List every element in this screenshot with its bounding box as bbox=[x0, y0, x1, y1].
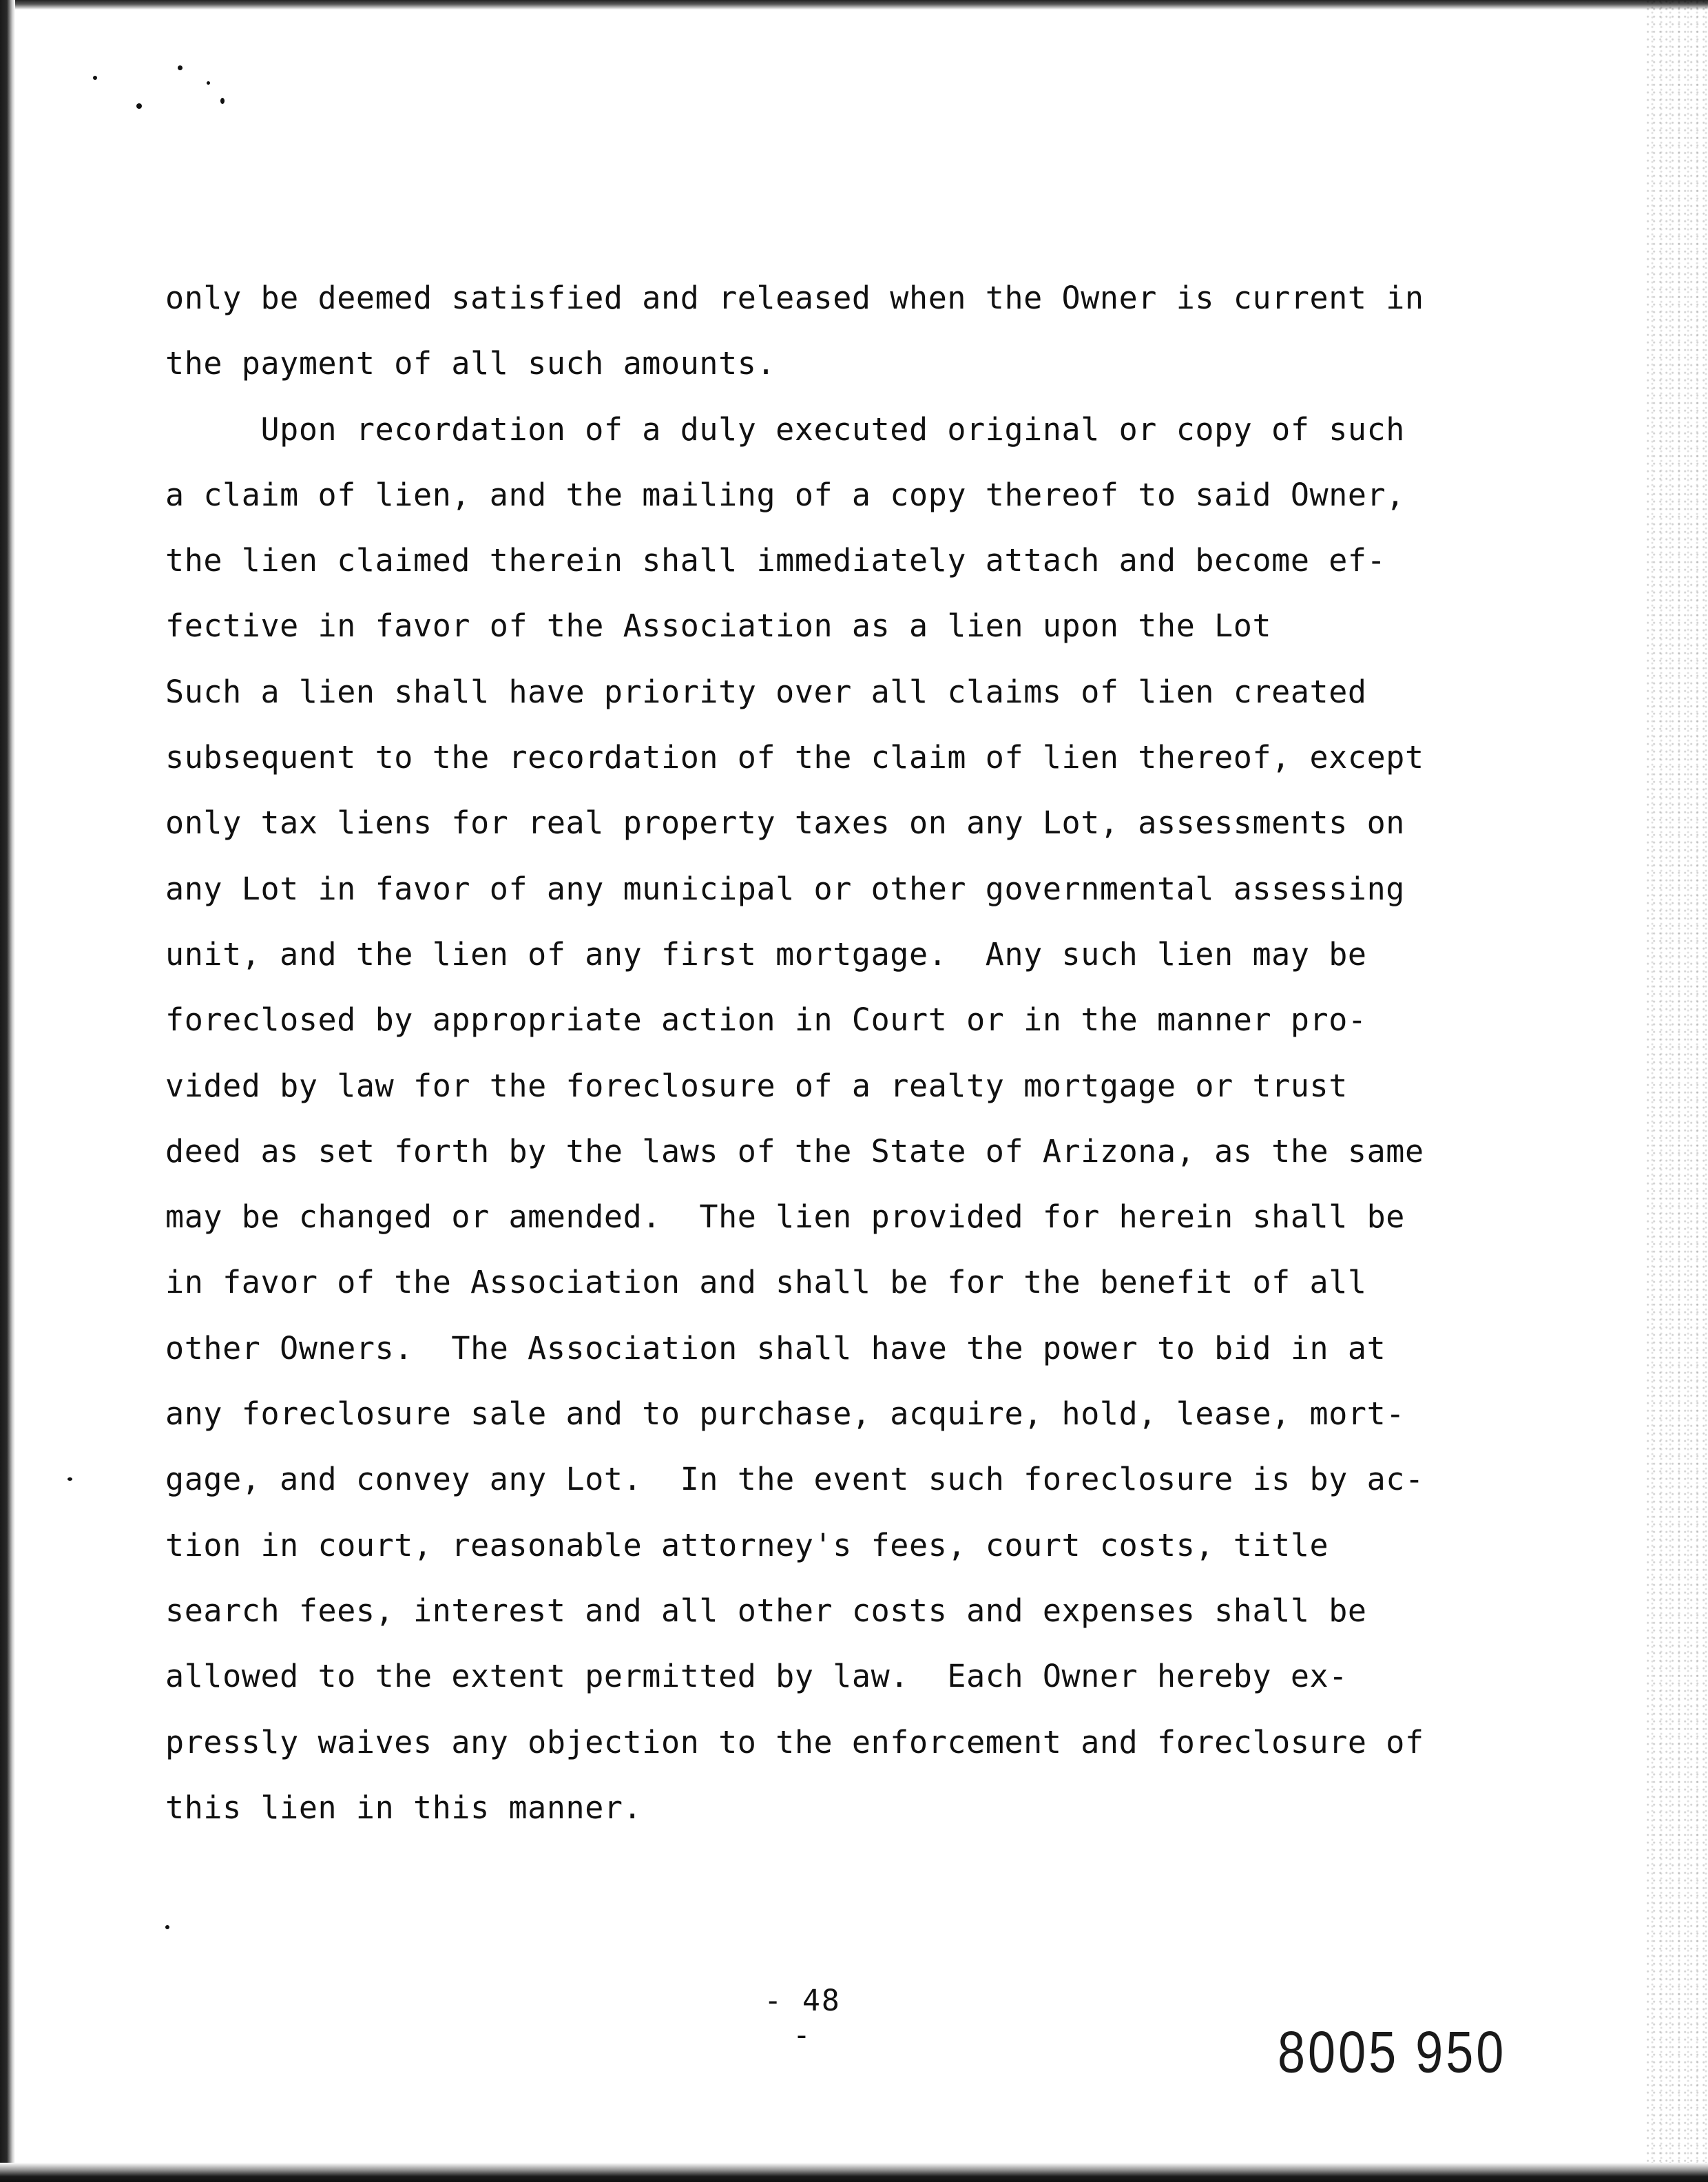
scan-speck bbox=[165, 1925, 169, 1929]
scan-border-bottom bbox=[0, 2163, 1708, 2182]
text-line: pressly waives any objection to the enforcement and foreclosure of bbox=[165, 1723, 1424, 1760]
text-line: deed as set forth by the laws of the State of Arizona, as the same bbox=[165, 1132, 1424, 1170]
text-line: the lien claimed therein shall immediately attach and become ef- bbox=[165, 542, 1386, 579]
text-line: allowed to the extent permitted by law. Each Owner hereby ex- bbox=[165, 1658, 1348, 1695]
text-line: vided by law for the foreclosure of a realty mortgage or trust bbox=[165, 1067, 1348, 1104]
text-line: may be changed or amended. The lien provided for herein shall be bbox=[165, 1198, 1405, 1236]
text-line: gage, and convey any Lot. In the event such foreclosure is by ac- bbox=[165, 1461, 1424, 1498]
text-line: unit, and the lien of any first mortgage. Any such lien may be bbox=[165, 935, 1367, 973]
scan-noise-right bbox=[1646, 0, 1708, 2182]
text-line: fective in favor of the Association as a lien upon the Lot bbox=[165, 607, 1272, 645]
scan-speck bbox=[207, 81, 210, 85]
document-number: 8005 950 bbox=[1278, 2020, 1507, 2086]
scan-speck bbox=[67, 1477, 72, 1481]
text-line: the payment of all such amounts. bbox=[165, 345, 776, 382]
scan-border-top bbox=[0, 0, 1708, 10]
page-number: - 48 - bbox=[764, 1984, 841, 2053]
text-line: tion in court, reasonable attorney's fees, court costs, title bbox=[165, 1526, 1329, 1563]
text-line: Upon recordation of a duly executed original or copy of such bbox=[165, 411, 1405, 448]
text-line: this lien in this manner. bbox=[165, 1789, 643, 1826]
text-line: any foreclosure sale and to purchase, acquire, hold, lease, mort- bbox=[165, 1395, 1405, 1433]
text-line: a claim of lien, and the mailing of a copy thereof to said Owner, bbox=[165, 476, 1405, 513]
text-line: any Lot in favor of any municipal or other governmental assessing bbox=[165, 870, 1405, 907]
text-line: in favor of the Association and shall be for the benefit of all bbox=[165, 1264, 1367, 1301]
scan-speck bbox=[220, 98, 225, 104]
text-line: subsequent to the recordation of the claim of lien thereof, except bbox=[165, 739, 1424, 776]
text-line: only be deemed satisfied and released when the Owner is current in bbox=[165, 280, 1424, 316]
text-line: only tax liens for real property taxes on any Lot, assessments on bbox=[165, 804, 1405, 842]
text-line: Such a lien shall have priority over all claims of lien created bbox=[165, 673, 1367, 710]
text-line: other Owners. The Association shall have the power to bid in at bbox=[165, 1329, 1386, 1367]
scan-speck bbox=[136, 103, 142, 109]
body-text bbox=[165, 265, 1543, 1840]
scan-speck bbox=[178, 65, 183, 70]
scan-speck bbox=[93, 76, 97, 80]
text-line: foreclosed by appropriate action in Court or in the manner pro- bbox=[165, 1001, 1367, 1039]
scan-border-left bbox=[0, 0, 15, 2182]
text-line: search fees, interest and all other costs and expenses shall be bbox=[165, 1592, 1367, 1629]
